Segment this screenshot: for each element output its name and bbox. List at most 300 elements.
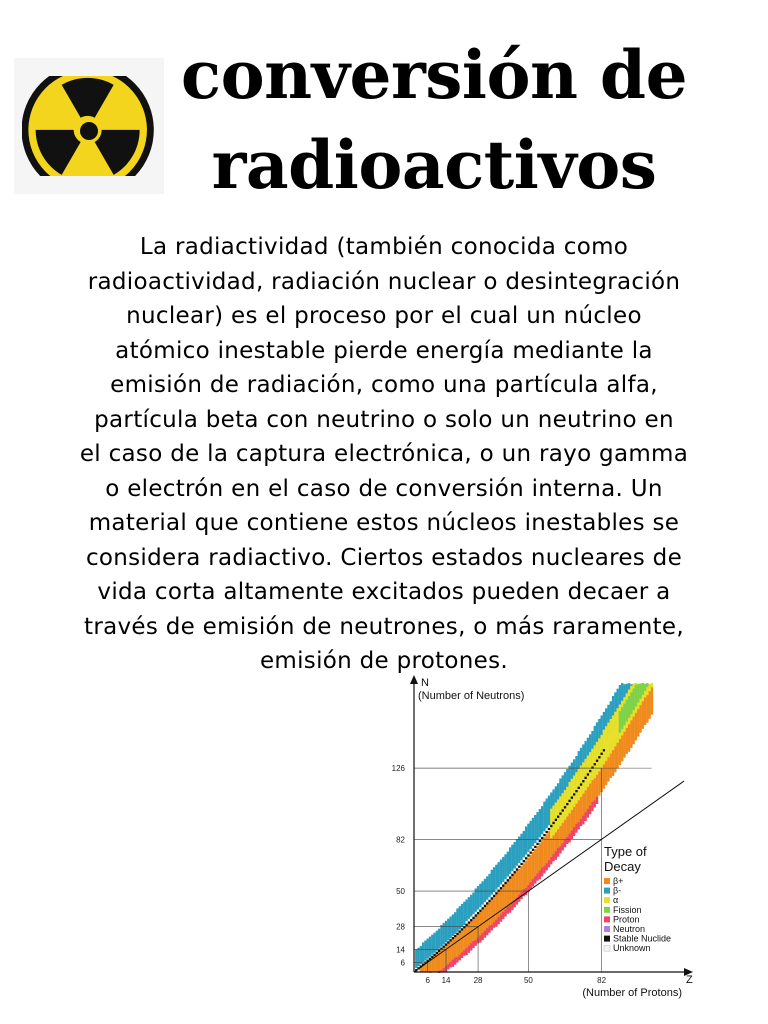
nuclide-cell-stablenuclide [596, 760, 598, 762]
nuclide-cell- [484, 879, 486, 881]
nuclide-cell-stablenuclide [511, 874, 513, 876]
nuclide-cell- [523, 863, 525, 865]
article-line: emisión de protones. [259, 648, 509, 674]
nuclide-cell-stablenuclide [578, 787, 580, 789]
nuclide-cell-proton [500, 915, 502, 917]
x-axis-label: (Number of Protons) [582, 987, 682, 999]
nuclide-cell- [500, 860, 502, 862]
nuclide-cell-stablenuclide [594, 763, 596, 765]
nuclide-cell- [552, 789, 554, 791]
nuclide-cell- [461, 904, 463, 906]
nuclide-cell- [433, 933, 435, 935]
nuclide-cell- [454, 912, 456, 914]
legend-label: β+ [613, 876, 624, 886]
y-tick-label: 126 [391, 764, 405, 774]
nuclide-cell- [578, 769, 580, 771]
nuclide-cell-fission [621, 707, 623, 709]
nuclide-cell- [566, 787, 568, 789]
nuclide-cell- [580, 748, 582, 750]
legend-swatch [604, 897, 610, 903]
nuclide-cell- [589, 734, 591, 736]
legend-swatch [604, 945, 610, 951]
nuclide-cell-fission [642, 683, 644, 685]
nuclide-cell-proton [470, 943, 472, 945]
nuclide-cell-stablenuclide [587, 773, 589, 775]
nuclide-cell- [557, 783, 559, 785]
nuclide-cell- [626, 684, 628, 686]
nuclide-cell-stablenuclide [447, 941, 449, 943]
x-axis-symbol: Z [686, 974, 693, 986]
nuclide-cell-stablenuclide [603, 749, 605, 751]
nuclide-cell- [552, 806, 554, 808]
nuclide-cell- [591, 749, 593, 751]
nuclide-cell-proton [456, 957, 458, 959]
nuclide-cell-proton [555, 851, 557, 853]
article-line: vida corta altamente excitados pueden decaer a [97, 579, 671, 605]
legend-label: β- [613, 885, 622, 896]
nuclide-cell- [600, 715, 602, 717]
nuclide-cell- [626, 693, 628, 695]
nuclide-cell- [436, 931, 438, 933]
nuclide-cell- [587, 756, 589, 758]
nuclide-cell- [605, 708, 607, 710]
nuclide-cell-stablenuclide [562, 809, 564, 811]
article-line: radioactividad, radiación nuclear o desintegración [87, 268, 681, 295]
article-body [0, 230, 768, 679]
nuclide-cell-stablenuclide [541, 837, 543, 839]
nuclide-cell- [511, 845, 513, 847]
x-tick-label: 14 [441, 976, 451, 985]
nuclide-cell-stablenuclide [516, 868, 518, 870]
nuclide-cell-stablenuclide [564, 806, 566, 808]
nuclide-cell-proton [461, 952, 463, 954]
nuclide-cell- [424, 940, 426, 942]
nuclide-cell-stablenuclide [493, 895, 495, 897]
nuclide-cell-stablenuclide [479, 910, 481, 912]
nuclide-cell- [566, 769, 568, 771]
nuclide-cell- [564, 790, 566, 792]
nuclide-cell- [479, 884, 481, 886]
legend-label: Proton [613, 914, 640, 925]
nuclide-cell- [493, 867, 495, 869]
nuclide-cell- [600, 735, 602, 737]
chart-svg [368, 672, 698, 1004]
nuclide-cell-proton [543, 866, 545, 868]
nuclide-cell-proton [546, 863, 548, 865]
nuclide-cell- [605, 726, 607, 728]
nuclide-cell-proton [575, 824, 577, 826]
nuclide-cell-fission [633, 689, 635, 691]
nuclide-cell-stablenuclide [520, 863, 522, 865]
nuclide-cell- [614, 692, 616, 694]
nuclide-cell- [603, 712, 605, 714]
nuclide-cell-fission [619, 711, 621, 713]
legend-label: Stable Nuclide [613, 933, 672, 944]
nuclide-cell- [447, 919, 449, 921]
nuclide-cell-stablenuclide [582, 780, 584, 782]
article-line: atómico inestable pierde energía mediante la [115, 337, 653, 364]
nuclide-cell- [612, 696, 614, 698]
nuclide-cell- [463, 902, 465, 904]
x-tick-label: 82 [597, 976, 607, 985]
nuclide-cell-proton [552, 854, 554, 856]
nuclide-cell- [417, 948, 419, 950]
nuclide-cell-proton [578, 822, 580, 824]
nuclide-cell- [532, 818, 534, 820]
nuclide-cell- [578, 751, 580, 753]
nuclide-cell- [443, 923, 445, 925]
article-line: través de emisión de neutrones, o más raramente, [84, 613, 684, 640]
nuclide-cell- [465, 899, 467, 901]
nuclide-cell- [541, 806, 543, 808]
nuclide-cell-fission [635, 685, 637, 687]
nuclide-cell- [568, 766, 570, 768]
nuclide-cell- [596, 742, 598, 744]
nuclide-cell-stablenuclide [445, 943, 447, 945]
nuclide-cell-fission [626, 700, 628, 702]
nuclide-cell-stablenuclide [502, 884, 504, 886]
nuclide-cell- [546, 834, 548, 836]
nuclide-cell- [507, 852, 509, 854]
nuclide-cell-stablenuclide [470, 919, 472, 921]
y-tick-label: 6 [400, 958, 405, 968]
title-line-1: conversión de [180, 36, 688, 114]
nuclide-cell- [562, 775, 564, 777]
nuclide-cell-proton [459, 955, 461, 957]
nuclide-cell- [429, 937, 431, 939]
nuclide-cell- [420, 946, 422, 948]
nuclide-cell- [548, 831, 550, 833]
nuclide-cell- [616, 708, 618, 710]
nuclide-cell-stablenuclide [504, 882, 506, 884]
nuclide-cell-proton [507, 907, 509, 909]
nuclide-cell-proton [532, 879, 534, 881]
x-tick-label: 50 [523, 976, 533, 985]
nuclide-cell-proton [447, 964, 449, 966]
nuclide-cell-stablenuclide [518, 866, 520, 868]
nuclide-cell- [571, 779, 573, 781]
nuclide-cell- [523, 831, 525, 833]
nuclide-cell-stablenuclide [523, 860, 525, 862]
nuclide-cell-stablenuclide [491, 897, 493, 899]
nuclide-cell-proton [525, 888, 527, 890]
nuclide-cell- [610, 701, 612, 703]
nuclide-cell-stablenuclide [575, 790, 577, 792]
legend-label: α [613, 895, 619, 906]
nuclide-cell-proton [449, 962, 451, 964]
nuclide-cell-proton [452, 960, 454, 962]
nuclide-cell- [587, 738, 589, 740]
y-axis-label: (Number of Neutrons) [418, 690, 525, 702]
title-line-2: radioactivos [211, 126, 657, 204]
nuclide-cell- [550, 792, 552, 794]
nuclide-cell-stablenuclide [509, 876, 511, 878]
nuclide-cell- [619, 685, 621, 687]
nuclide-cell- [456, 908, 458, 910]
nuclide-cell-proton [582, 816, 584, 818]
nuclide-cell-proton [454, 958, 456, 960]
nuclide-cell-proton [584, 812, 586, 814]
y-tick-label: 14 [396, 945, 405, 955]
nuclide-cell-stablenuclide [600, 753, 602, 755]
legend-swatch [604, 926, 610, 932]
nuclide-cell-stablenuclide [557, 816, 559, 818]
nuclide-cell-proton [465, 948, 467, 950]
nuclide-cell-proton [550, 857, 552, 859]
nuclide-cell-stablenuclide [539, 840, 541, 842]
nuclide-cell-proton [495, 920, 497, 922]
nuclide-cell-proton [539, 871, 541, 873]
article-line: partícula beta con neutrino o solo un neutrino en [94, 406, 674, 433]
legend-swatch [604, 878, 610, 884]
nuclide-cell-proton [481, 933, 483, 935]
nuclide-cell- [571, 763, 573, 765]
nuclide-cell-stablenuclide [463, 926, 465, 928]
nuclide-cell-stablenuclide [591, 767, 593, 769]
nuclide-cell- [628, 690, 630, 692]
nuclide-cell- [607, 705, 609, 707]
nuclide-cell-proton [580, 819, 582, 821]
nuclide-cell-stablenuclide [507, 879, 509, 881]
nuclide-cell- [459, 906, 461, 908]
legend-title: Type of [604, 844, 647, 859]
nuclide-cell- [518, 869, 520, 871]
nuclide-cell-proton [548, 860, 550, 862]
legend-label: Fission [613, 904, 642, 915]
y-axis-arrow [410, 675, 418, 684]
nuclide-cell-proton [534, 876, 536, 878]
nuclide-cell-proton [502, 912, 504, 914]
nuclide-cell-proton [589, 806, 591, 808]
y-axis-symbol: N [421, 677, 429, 689]
nuclide-cell- [536, 812, 538, 814]
nuclide-cell- [520, 834, 522, 836]
nuclide-cell- [616, 689, 618, 691]
legend-swatch [604, 888, 610, 894]
nuclide-cell- [594, 745, 596, 747]
nuclide-cell-stablenuclide [498, 890, 500, 892]
nuclide-cell-proton [596, 797, 598, 799]
nuclide-cell- [633, 684, 635, 686]
nuclide-cell-stablenuclide [589, 770, 591, 772]
nuclide-cell- [491, 870, 493, 872]
nuclide-cell- [525, 860, 527, 862]
nuclide-cell-proton [571, 830, 573, 832]
nuclide-cell-stablenuclide [532, 849, 534, 851]
nuclide-cell-stablenuclide [472, 917, 474, 919]
nuclide-cell- [584, 759, 586, 761]
nuclide-cell-stablenuclide [495, 892, 497, 894]
nuclide-cell-fission [623, 704, 625, 706]
nuclide-cell-stablenuclide [568, 800, 570, 802]
nuclide-cell-stablenuclide [433, 954, 435, 956]
nuclide-cell- [514, 842, 516, 844]
nuclide-cell-stablenuclide [459, 930, 461, 932]
nuclide-cell- [623, 684, 625, 686]
nuclide-cell- [575, 772, 577, 774]
article-line: o electrón en el caso de conversión interna. Un [105, 475, 663, 502]
nuclide-cell-proton [520, 892, 522, 894]
nuclide-cell-stablenuclide [546, 831, 548, 833]
nuclide-cell-fission [644, 684, 646, 686]
nuclide-cell- [481, 881, 483, 883]
nuclide-cell- [495, 865, 497, 867]
nuclide-cell-proton [527, 885, 529, 887]
nuclide-cell-stablenuclide [548, 828, 550, 830]
article-line: nuclear) es el proceso por el cual un núcleo [126, 303, 642, 329]
nuclide-cell-stablenuclide [571, 797, 573, 799]
nuclide-cell-stablenuclide [431, 956, 433, 958]
nuclide-cell- [449, 917, 451, 919]
nuclide-cell-fission [646, 683, 648, 685]
nuclide-cell-stablenuclide [552, 822, 554, 824]
nuclide-cell- [530, 821, 532, 823]
legend-swatch [604, 907, 610, 913]
nuclide-cell- [651, 683, 653, 685]
nuclide-cell-stablenuclide [488, 900, 490, 902]
nuclide-cell- [532, 852, 534, 854]
nuclide-cell- [623, 697, 625, 699]
nuclide-cell-proton [541, 868, 543, 870]
x-tick-label: 28 [473, 976, 483, 985]
nuclide-cell-stablenuclide [534, 846, 536, 848]
nuclide-cell-stablenuclide [525, 857, 527, 859]
nuclide-cell-proton [475, 940, 477, 942]
nuclide-cell-proton [536, 874, 538, 876]
nuclide-cell- [614, 712, 616, 714]
nuclide-cell-proton [568, 834, 570, 836]
nuclide-cell-stablenuclide [465, 924, 467, 926]
nuclide-cell-proton [484, 931, 486, 933]
nuclide-cell-proton [530, 882, 532, 884]
nuclide-cell- [582, 744, 584, 746]
nuclide-cell- [575, 756, 577, 758]
nuclide-cell-proton [488, 926, 490, 928]
nuclide-cell- [598, 719, 600, 721]
nuclide-cell- [475, 888, 477, 890]
nuclide-cell- [594, 726, 596, 728]
nuclide-chart [368, 672, 698, 1004]
nuclide-cell- [498, 862, 500, 864]
nuclide-cell-stablenuclide [452, 937, 454, 939]
nuclide-cell-stablenuclide [436, 952, 438, 954]
nuclide-cell-stablenuclide [486, 902, 488, 904]
nuclide-cell- [573, 775, 575, 777]
nuclide-cell- [555, 803, 557, 805]
y-tick-label: 50 [396, 887, 405, 897]
nuclide-cell- [559, 778, 561, 780]
legend-swatch [604, 936, 610, 942]
nuclide-cell-proton [587, 809, 589, 811]
nuclide-cell-stablenuclide [500, 887, 502, 889]
nuclide-cell- [582, 762, 584, 764]
nuclide-cell- [548, 796, 550, 798]
nuclide-cell-proton [443, 968, 445, 970]
legend-label: Neutron [613, 924, 646, 934]
nuclide-cell- [621, 683, 623, 685]
nuclide-cell- [488, 874, 490, 876]
nuclide-cell-stablenuclide [468, 921, 470, 923]
nuclide-cell- [607, 723, 609, 725]
nuclide-cell- [580, 766, 582, 768]
legend-swatch [604, 916, 610, 922]
nuclide-cell- [612, 715, 614, 717]
nuclide-cell-stablenuclide [550, 825, 552, 827]
y-tick-label: 28 [396, 922, 405, 932]
nuclide-cell- [438, 929, 440, 931]
nuclide-cell- [530, 855, 532, 857]
nuclide-cell-proton [504, 909, 506, 911]
nuclide-cell-proton [468, 946, 470, 948]
page-title [100, 30, 768, 210]
nuclide-cell-stablenuclide [573, 793, 575, 795]
nuclide-cell-stablenuclide [598, 756, 600, 758]
nuclide-cell- [539, 809, 541, 811]
nuclide-cell- [573, 759, 575, 761]
nuclide-cell- [610, 719, 612, 721]
nuclide-cell-fission [639, 683, 641, 685]
nuclide-cell- [504, 854, 506, 856]
nuclide-cell- [555, 786, 557, 788]
nuclide-cell-proton [493, 922, 495, 924]
nuclide-cell- [527, 858, 529, 860]
nuclide-cell-proton [594, 800, 596, 802]
legend-label: Unknown [613, 943, 651, 954]
nuclide-cell-proton [479, 935, 481, 937]
nuclide-cell- [427, 939, 429, 941]
nuclide-cell-proton [509, 906, 511, 908]
nuclide-cell- [452, 914, 454, 916]
article-line: material que contiene estos núcleos inestables se [88, 510, 680, 536]
nuclide-cell-stablenuclide [484, 905, 486, 907]
article-line: el caso de la captura electrónica, o un rayo gamma [79, 441, 689, 467]
article-line: La radiactividad (también conocida como [139, 234, 629, 260]
nuclide-cell- [596, 722, 598, 724]
nuclide-cell- [559, 796, 561, 798]
nuclide-cell- [518, 836, 520, 838]
nuclide-cell-stablenuclide [559, 812, 561, 814]
nuclide-cell-stablenuclide [456, 933, 458, 935]
nuclide-cell-stablenuclide [477, 912, 479, 914]
nuclide-cell-proton [566, 837, 568, 839]
nuclide-cell-stablenuclide [527, 854, 529, 856]
nuclide-cell- [534, 849, 536, 851]
nuclide-cell- [534, 815, 536, 817]
nuclide-cell- [562, 793, 564, 795]
nuclide-cell-proton [564, 840, 566, 842]
nuclide-cell- [472, 892, 474, 894]
x-tick-label: 6 [425, 976, 430, 985]
nuclide-cell-stablenuclide [580, 783, 582, 785]
nuclide-cell- [564, 772, 566, 774]
nuclide-cell-proton [591, 802, 593, 804]
nuclide-cell- [621, 701, 623, 703]
nuclide-cell- [422, 942, 424, 944]
nuclide-cell-fission [628, 696, 630, 698]
nuclide-cell-stablenuclide [481, 907, 483, 909]
y-tick-label: 82 [396, 835, 405, 845]
nuclide-cell- [468, 897, 470, 899]
nuclide-cell- [502, 857, 504, 859]
nuclide-cell- [415, 950, 417, 952]
nuclide-cell-stablenuclide [449, 939, 451, 941]
nuclide-cell- [477, 886, 479, 888]
nuclide-cell- [598, 738, 600, 740]
nuclide-cell-proton [486, 928, 488, 930]
nuclide-cell-stablenuclide [461, 928, 463, 930]
nuclide-cell-stablenuclide [530, 851, 532, 853]
nuclide-cell-proton [463, 950, 465, 952]
